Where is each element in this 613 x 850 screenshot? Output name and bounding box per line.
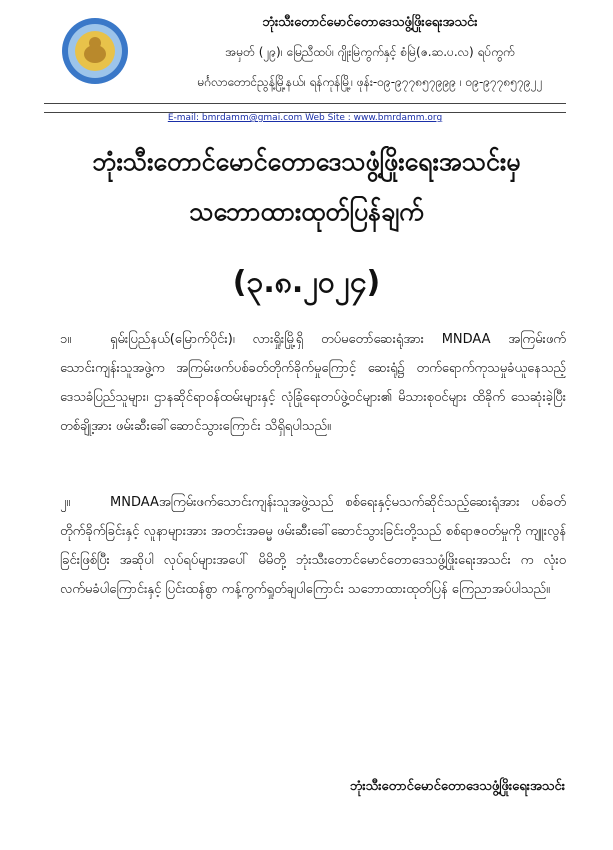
paragraph-text: MNDAAအကြမ်းဖက်သောင်းကျန်းသူအဖွဲ့သည် စစ်ရေးနှင့်မသက်ဆိုင်သည့်ဆေးရုံအား ပစ်ခတ်တိုက်ခိုက်ခြင်းနှင့် လူနာများအား အတင်းအဓမ္မ ဖမ်းဆီးခေါ်ဆောင်သွားခြင်းတို့သည် စစ်ရာဇဝတ်မှုကို ကျူးလွန်ခြင်းဖြစ်ပြီး အဆိုပါ လုပ်ရပ်များအပေါ် မိမိတို့ ဘုံးသီးတောင်မောင်တောဒေသဖွံ့ဖြိုးရေးအသင်း က လုံးဝ လက်မခံပါကြောင်းနှင့် ပြင်းထန်စွာ ကန့်ကွက်ရှုတ်ချပါကြောင်း သဘောထားထုတ်ပြန် ကြေညာအပ်ပါသည်။ (60, 495, 566, 597)
address-line-1: အမှတ် (၂၉)၊ မြေညီထပ်၊ ဂျိုးမြဲကွက်နှင့် စံမြဲ(ဇ.ဆ.ပ.လ) ရပ်ကွက် (225, 45, 515, 59)
statement-title-line-1: ဘုံးသီးတောင်မောင်တောဒေသဖွံ့ဖြိုးရေးအသင်းမှ (92, 147, 521, 176)
signature-organization: ဘုံးသီးတောင်မောင်တောဒေသဖွံ့ဖြိုးရေးအသင်း (349, 779, 565, 794)
paragraph (60, 488, 566, 604)
paragraph-text: ရှမ်းပြည်နယ်(မြောက်ပိုင်း)၊ လားရှိုးမြို့ရှိ တပ်မတော်ဆေးရုံအား MNDAA အကြမ်းဖက်သောင်းကျန်းသူအဖွဲ့က အကြမ်းဖက်ပစ်ခတ်တိုက်ခိုက်မှုကြောင့် ဆေးရုံ၌ တက်ရောက်ကုသမှုခံယူနေသည့် ဒေသခံပြည်သူများ၊ ဌာနဆိုင်ရာဝန်ထမ်းများနှင့် လုံခြုံရေးတပ်ဖွဲ့ဝင်များ၏ မိသားစုဝင်များ ထိခိုက် သေဆုံးခဲ့ပြီး တစ်ချို့အား ဖမ်းဆီးခေါ်ဆောင်သွားကြောင်း သိရှိရပါသည်။ (60, 332, 566, 434)
paragraph-number: ၂။ (60, 495, 71, 510)
contact-text[interactable]: E-mail: bmrdamm@gmai.com Web Site : www.bmrdamm.org (167, 113, 443, 123)
contact-line[interactable] (44, 113, 566, 123)
paragraph-number: ၁။ (60, 332, 72, 347)
statement-title-line-2: သဘောထားထုတ်ပြန်ချက် (189, 197, 424, 226)
address-line-2: မင်္ဂလာတောင်ညွန့်မြို့နယ်၊ ရန်ကုန်မြို့၊ ဖုန်း-၀၉-၉၇၇၈၅၇၉၉၉ ၊ ၀၉-၉၇၇၈၅၇၉၂၂ (197, 75, 543, 89)
paragraph (60, 325, 566, 441)
org-name: ဘုံးသီးတောင်မောင်တောဒေသဖွံ့ဖြိုးရေးအသင်း (262, 15, 478, 30)
statement-date: (၃.၈.၂၀၂၄) (232, 265, 381, 300)
organization-logo (60, 16, 130, 86)
header-divider (44, 103, 566, 104)
